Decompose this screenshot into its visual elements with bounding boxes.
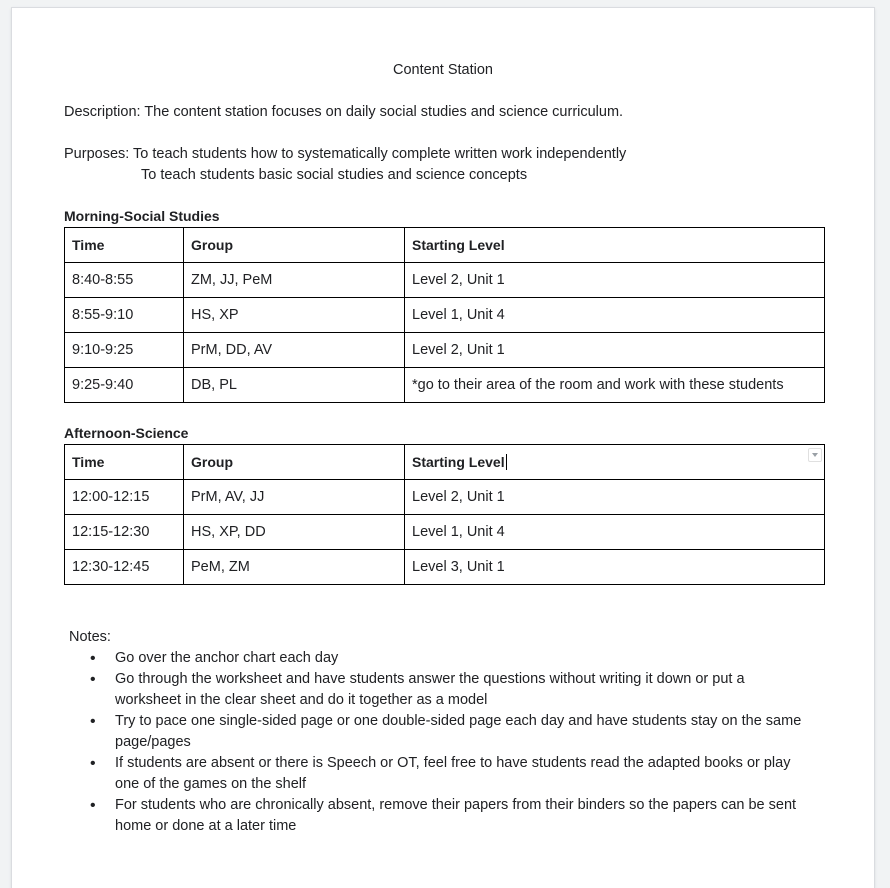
list-item: • If students are absent or there is Speech or OT, feel free to have students read the adapted books or play one of the games on the shelf	[90, 753, 810, 795]
table-row	[65, 298, 825, 333]
cell-group[interactable]: DB, PL	[184, 368, 405, 403]
cell-group[interactable]: PrM, DD, AV	[184, 333, 405, 368]
cell-starting-level[interactable]: Level 2, Unit 1	[405, 263, 825, 298]
afternoon-schedule-table	[64, 444, 825, 585]
chevron-down-icon[interactable]	[808, 448, 822, 462]
table-header-row	[65, 445, 825, 480]
purposes-line-2: To teach students basic social studies and science concepts	[141, 167, 528, 183]
table-row	[65, 480, 825, 515]
cell-time[interactable]: 8:40-8:55	[65, 263, 184, 298]
document-title: Content Station	[393, 62, 493, 78]
cell-time[interactable]: 8:55-9:10	[65, 298, 184, 333]
cell-group[interactable]: HS, XP, DD	[184, 515, 405, 550]
cell-time[interactable]: 12:15-12:30	[65, 515, 184, 550]
cell-group[interactable]: PeM, ZM	[184, 550, 405, 585]
cell-starting-level[interactable]: Level 2, Unit 1	[405, 480, 825, 515]
header-starting-level: Starting Level	[412, 454, 505, 470]
list-item: • Go over the anchor chart each day	[90, 648, 810, 669]
cell-starting-level[interactable]: Level 2, Unit 1	[405, 333, 825, 368]
text-cursor	[506, 454, 508, 470]
cell-time[interactable]: 9:25-9:40	[65, 368, 184, 403]
cell-starting-level[interactable]: Level 3, Unit 1	[405, 550, 825, 585]
header-group[interactable]: Group	[184, 445, 405, 480]
list-item: • Go through the worksheet and have students answer the questions without writing it down or put a worksheet in the clear sheet and do it together as a model	[90, 669, 810, 711]
header-time[interactable]: Time	[65, 445, 184, 480]
table-row	[65, 263, 825, 298]
description-text: Description: The content station focuses on daily social studies and science curriculum.	[64, 104, 624, 120]
header-group[interactable]: Group	[184, 228, 405, 263]
cell-group[interactable]: HS, XP	[184, 298, 405, 333]
cell-group[interactable]: PrM, AV, JJ	[184, 480, 405, 515]
notes-list	[90, 648, 810, 837]
cell-starting-level[interactable]: Level 1, Unit 4	[405, 298, 825, 333]
cell-starting-level[interactable]: *go to their area of the room and work with these students	[405, 368, 825, 403]
afternoon-heading: Afternoon-Science	[64, 425, 189, 441]
cell-time[interactable]: 12:30-12:45	[65, 550, 184, 585]
document-page	[12, 8, 874, 888]
cell-time[interactable]: 9:10-9:25	[65, 333, 184, 368]
purposes-line-1: Purposes: To teach students how to systematically complete written work independently	[64, 146, 627, 162]
header-starting-level[interactable]: Starting Level	[405, 228, 825, 263]
table-row	[65, 333, 825, 368]
table-row	[65, 515, 825, 550]
table-row	[65, 368, 825, 403]
header-time[interactable]: Time	[65, 228, 184, 263]
morning-heading: Morning-Social Studies	[64, 208, 220, 224]
list-item: • Try to pace one single-sided page or one double-sided page each day and have students stay on the same page/pages	[90, 711, 810, 753]
cell-group[interactable]: ZM, JJ, PeM	[184, 263, 405, 298]
table-header-row	[65, 228, 825, 263]
list-item: • For students who are chronically absent, remove their papers from their binders so the papers can be sent home or done at a later time	[90, 795, 810, 837]
notes-label: Notes:	[69, 629, 111, 645]
cell-starting-level[interactable]: Level 1, Unit 4	[405, 515, 825, 550]
header-starting-level-cell[interactable]	[405, 445, 825, 480]
table-row	[65, 550, 825, 585]
cell-time[interactable]: 12:00-12:15	[65, 480, 184, 515]
morning-schedule-table	[64, 227, 825, 403]
